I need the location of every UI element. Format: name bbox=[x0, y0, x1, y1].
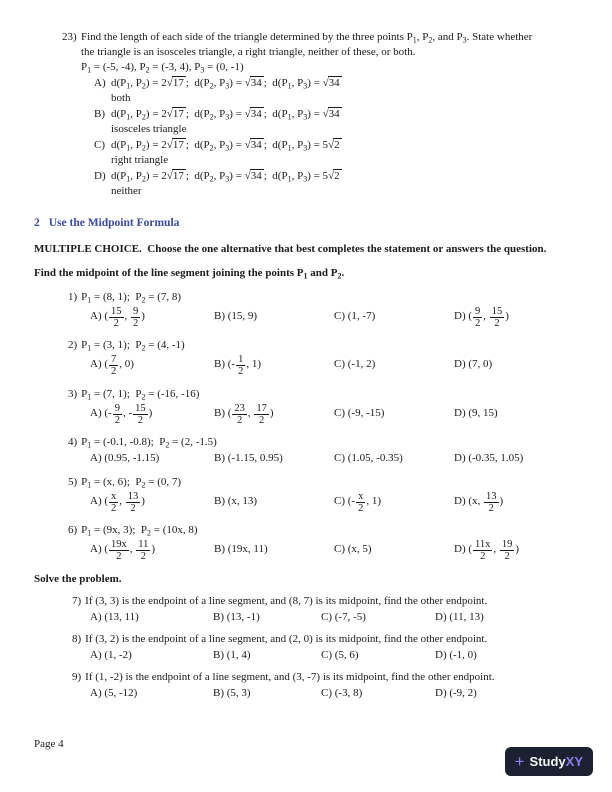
choice-value: ( $\frac{15}{2}$ , $\frac{9}{2}$ ) bbox=[104, 306, 145, 330]
question-2-choices bbox=[90, 354, 578, 377]
question-23-points: $P_1 = (-5$, -4), $P_2 = (-3$, 4), $P_3 = (0$, -1) bbox=[81, 61, 244, 75]
choice-b bbox=[213, 648, 321, 663]
choice-c bbox=[321, 610, 435, 625]
choice-a bbox=[90, 610, 213, 625]
section-number: 2 bbox=[34, 217, 40, 229]
question-8-choices bbox=[90, 648, 578, 663]
question-6-given-line bbox=[68, 523, 578, 538]
choice-value: (13, 11) bbox=[104, 611, 139, 624]
question-number: 9) bbox=[72, 671, 82, 684]
choice-a bbox=[90, 491, 214, 514]
question-number: 7) bbox=[72, 595, 82, 608]
question-23-choice-c bbox=[94, 138, 532, 153]
choice-value: (x, 13) bbox=[227, 494, 258, 507]
question-number: 6) bbox=[68, 524, 78, 536]
choice-d bbox=[435, 610, 578, 625]
choice-value: (- $\frac{9}{2}$ , - $\frac{15}{2}$ ) bbox=[104, 402, 153, 426]
choice-value: (11, 13) bbox=[449, 611, 484, 624]
question-7 bbox=[72, 594, 578, 625]
question-5-given-line bbox=[68, 475, 578, 490]
question-1-given-line bbox=[68, 290, 578, 305]
choice-label: D) bbox=[454, 358, 466, 371]
choice-a bbox=[90, 403, 214, 426]
choice-value: (13, -1) bbox=[226, 611, 260, 624]
question-23-verdict-d: neither bbox=[111, 185, 142, 197]
question-23-number: 23) bbox=[62, 31, 77, 43]
question-2-given-line bbox=[68, 338, 578, 353]
choice-label: A) bbox=[90, 358, 102, 371]
choice-value: (5, 6) bbox=[334, 649, 359, 662]
choice-label: A) bbox=[90, 611, 102, 624]
choice-value: (1, -7) bbox=[347, 310, 376, 323]
choice-value: (- $\frac{1}{2}$ , 1) bbox=[227, 354, 261, 378]
choice-value: (-1.15, 0.95) bbox=[227, 451, 283, 464]
choice-d bbox=[454, 539, 578, 562]
question-6 bbox=[68, 523, 578, 562]
choice-b bbox=[214, 451, 334, 466]
choice-math: $d(P_1$, $P_2) = 2√17$ ; $d(P_2$, $P_3) = √34$ ; $d(P_1$, $P_3) = √34$ bbox=[111, 77, 340, 91]
choice-label: B) bbox=[214, 358, 225, 371]
question-number: 4) bbox=[68, 435, 78, 448]
choice-label: D) bbox=[435, 649, 447, 662]
choice-label: A) bbox=[90, 649, 102, 662]
choice-label: A) bbox=[90, 451, 102, 464]
choice-value: (-1, 0) bbox=[449, 649, 477, 662]
question-text: If (1, -2) is the endpoint of a line segment, and (3, -7) is its midpoint, find the other endpoint. bbox=[85, 671, 495, 684]
choice-b bbox=[214, 403, 334, 426]
question-9-choices bbox=[90, 686, 578, 701]
question-3-choices bbox=[90, 403, 578, 426]
choice-label: C) bbox=[334, 310, 345, 323]
choice-label: B) bbox=[214, 451, 225, 464]
question-number: 5) bbox=[68, 475, 78, 488]
choice-label: C) bbox=[334, 358, 345, 371]
choice-value: ( $\frac{11x}{2}$ , $\frac{19}{2}$ ) bbox=[468, 539, 520, 563]
choice-label: C) bbox=[94, 139, 105, 151]
question-2 bbox=[68, 338, 578, 377]
multiple-choice-heading: MULTIPLE CHOICE. Choose the one alternative that best completes the statement or answers the question. bbox=[34, 243, 547, 255]
question-given: $P_1 = (3$, 1); $P_2 = (4$, -1) bbox=[81, 339, 185, 353]
choice-value: ( $\frac{23}{2}$ , $\frac{17}{2}$ ) bbox=[227, 402, 274, 426]
choice-d bbox=[454, 406, 578, 421]
choice-label: A) bbox=[90, 406, 102, 419]
question-given: $P_1 = (7$, 1); $P_2 = (-16$, -16) bbox=[81, 387, 200, 401]
choice-label: B) bbox=[214, 543, 225, 556]
question-23-choice-a bbox=[94, 76, 532, 91]
question-1-choices bbox=[90, 306, 578, 329]
question-given: $P_1 = (8$, 1); $P_2 = (7$, 8) bbox=[81, 291, 182, 305]
choice-b bbox=[214, 542, 334, 557]
choice-label: C) bbox=[321, 687, 332, 700]
choice-b bbox=[214, 354, 334, 377]
choice-label: C) bbox=[334, 494, 345, 507]
plus-icon: + bbox=[514, 752, 525, 771]
choice-value: (-9, -15) bbox=[347, 406, 385, 419]
choice-value: (-9, 2) bbox=[449, 687, 477, 700]
choice-d bbox=[435, 686, 578, 701]
brand-name-xy: XY bbox=[565, 754, 583, 769]
question-3-given-line bbox=[68, 387, 578, 402]
choice-d bbox=[454, 357, 578, 372]
choice-value: (19x, 11) bbox=[227, 543, 268, 556]
choice-value: (1, -2) bbox=[104, 649, 132, 662]
question-6-choices bbox=[90, 539, 578, 562]
question-given: $P_1 = (9x$, 3); $P_2 = (10x$, 8) bbox=[81, 524, 198, 538]
question-23 bbox=[62, 30, 578, 199]
question-23-verdict-a: both bbox=[111, 92, 131, 104]
choice-label: D) bbox=[454, 310, 466, 323]
choice-c bbox=[334, 542, 454, 557]
question-5-choices bbox=[90, 491, 578, 514]
choice-label: C) bbox=[321, 649, 332, 662]
choice-value: (-3, 8) bbox=[334, 687, 363, 700]
choice-c bbox=[334, 406, 454, 421]
question-23-choice-b bbox=[94, 107, 532, 122]
choice-label: B) bbox=[213, 649, 224, 662]
choice-b bbox=[213, 686, 321, 701]
question-4-given-line bbox=[68, 435, 578, 450]
question-number: 8) bbox=[72, 633, 82, 646]
choice-label: B) bbox=[214, 494, 225, 507]
choice-c bbox=[334, 309, 454, 324]
question-23-choice-d bbox=[94, 169, 532, 184]
choice-label: C) bbox=[334, 406, 345, 419]
question-23-verdict-c: right triangle bbox=[111, 154, 169, 166]
choice-label: C) bbox=[334, 543, 345, 556]
choice-label: A) bbox=[90, 687, 102, 700]
choice-a bbox=[90, 451, 214, 466]
choice-value: (-0.35, 1.05) bbox=[468, 451, 524, 464]
choice-d bbox=[454, 451, 578, 466]
choice-label: B) bbox=[214, 406, 225, 419]
question-text: If (3, 2) is the endpoint of a line segment, and (2, 0) is its midpoint, find the other endpoint. bbox=[85, 633, 488, 646]
choice-math: $d(P_1$, $P_2) = 2√17$ ; $d(P_2$, $P_3) = √34$ ; $d(P_1$, $P_3) = 5√2$ bbox=[111, 139, 340, 153]
choice-math: $d(P_1$, $P_2) = 2√17$ ; $d(P_2$, $P_3) = √34$ ; $d(P_1$, $P_3) = √34$ bbox=[111, 108, 340, 122]
choice-value: (1, 4) bbox=[226, 649, 251, 662]
choice-value: (1.05, -0.35) bbox=[347, 451, 403, 464]
choice-label: D) bbox=[435, 611, 447, 624]
question-given: $P_1 = (-0.1$, -0.8); $P_2 = (2$, -1.5) bbox=[81, 435, 217, 450]
choice-value: (x, $\frac{13}{2}$ ) bbox=[468, 490, 504, 514]
choice-label: A) bbox=[94, 77, 106, 89]
choice-value: ( $\frac{x}{2}$ , $\frac{13}{2}$ ) bbox=[104, 490, 145, 514]
choice-a bbox=[90, 354, 214, 377]
question-number: 1) bbox=[68, 291, 78, 303]
choice-value: ( $\frac{19x}{2}$ , $\frac{11}{2}$ ) bbox=[104, 539, 156, 563]
choice-a bbox=[90, 648, 213, 663]
question-23-verdict-b: isosceles triangle bbox=[111, 123, 187, 135]
question-9 bbox=[72, 670, 578, 701]
choice-label: B) bbox=[214, 310, 225, 323]
choice-value: (7, 0) bbox=[468, 358, 493, 371]
choice-c bbox=[321, 686, 435, 701]
question-5 bbox=[68, 475, 578, 514]
choice-label: D) bbox=[94, 170, 106, 182]
studyxy-logo-badge[interactable] bbox=[505, 747, 593, 776]
choice-value: (-7, -5) bbox=[334, 611, 366, 624]
question-7-prompt bbox=[72, 594, 578, 609]
choice-b bbox=[214, 309, 334, 324]
choice-label: B) bbox=[213, 611, 224, 624]
choice-value: (5, 3) bbox=[226, 687, 251, 700]
choice-a bbox=[90, 686, 213, 701]
midpoint-directions: Find the midpoint of the line segment joining the points $P_1$ and $P_2$. bbox=[34, 267, 345, 281]
question-8-prompt bbox=[72, 632, 578, 647]
question-3 bbox=[68, 387, 578, 426]
question-9-prompt bbox=[72, 670, 578, 685]
choice-value: (x, 5) bbox=[347, 543, 372, 556]
choice-value: (9, 15) bbox=[468, 406, 498, 419]
choice-value: (15, 9) bbox=[227, 310, 258, 323]
choice-d bbox=[454, 491, 578, 514]
section-title: Use the Midpoint Formula bbox=[48, 217, 180, 229]
question-23-prompt-line1: Find the length of each side of the triangle determined by the three points $P_1$, $P_2$, and $P_3$. State whether bbox=[81, 31, 533, 45]
question-7-choices bbox=[90, 610, 578, 625]
choice-d bbox=[435, 648, 578, 663]
choice-label: D) bbox=[454, 543, 466, 556]
choice-a bbox=[90, 306, 214, 329]
choice-value: (0.95, -1.15) bbox=[104, 451, 160, 464]
section-heading bbox=[34, 216, 578, 231]
choice-label: A) bbox=[90, 543, 102, 556]
choice-c bbox=[321, 648, 435, 663]
choice-b bbox=[214, 494, 334, 509]
choice-label: C) bbox=[334, 451, 345, 464]
choice-label: D) bbox=[454, 451, 466, 464]
choice-label: D) bbox=[454, 494, 466, 507]
choice-label: D) bbox=[435, 687, 447, 700]
solve-problem-heading: Solve the problem. bbox=[34, 573, 122, 586]
choice-d bbox=[454, 306, 578, 329]
choice-b bbox=[213, 610, 321, 625]
choice-label: B) bbox=[94, 108, 105, 120]
choice-label: C) bbox=[321, 611, 332, 624]
choice-value: ( $\frac{7}{2}$ , 0) bbox=[104, 354, 134, 378]
question-number: 2) bbox=[68, 339, 78, 352]
choice-value: ( $\frac{9}{2}$ , $\frac{15}{2}$ ) bbox=[468, 306, 509, 330]
question-23-prompt-line2: the triangle is an isosceles triangle, a right triangle, neither of these, or both. bbox=[81, 46, 416, 58]
choice-label: D) bbox=[454, 406, 466, 419]
question-given: $P_1 = (x$, 6); $P_2 = (0$, 7) bbox=[81, 475, 182, 490]
page-number-label: Page 4 bbox=[34, 738, 64, 750]
question-1 bbox=[68, 290, 578, 329]
question-number: 3) bbox=[68, 387, 78, 400]
question-4-choices bbox=[90, 451, 578, 466]
question-4 bbox=[68, 435, 578, 466]
choice-math: $d(P_1$, $P_2) = 2√17$ ; $d(P_2$, $P_3) = √34$ ; $d(P_1$, $P_3) = 5√2$ bbox=[111, 170, 340, 184]
choice-label: B) bbox=[213, 687, 224, 700]
choice-label: A) bbox=[90, 310, 102, 323]
brand-name-study: Study bbox=[529, 754, 566, 769]
choice-c bbox=[334, 357, 454, 372]
choice-a bbox=[90, 539, 214, 562]
question-23-body bbox=[81, 30, 532, 199]
choice-value: (5, -12) bbox=[104, 687, 138, 700]
choice-c bbox=[334, 491, 454, 514]
choice-value: (- $\frac{x}{2}$ , 1) bbox=[347, 490, 381, 514]
choice-value: (-1, 2) bbox=[347, 358, 376, 371]
question-8 bbox=[72, 632, 578, 663]
choice-c bbox=[334, 451, 454, 466]
choice-label: A) bbox=[90, 494, 102, 507]
question-text: If (3, 3) is the endpoint of a line segment, and (8, 7) is its midpoint, find the other endpoint. bbox=[85, 595, 488, 608]
